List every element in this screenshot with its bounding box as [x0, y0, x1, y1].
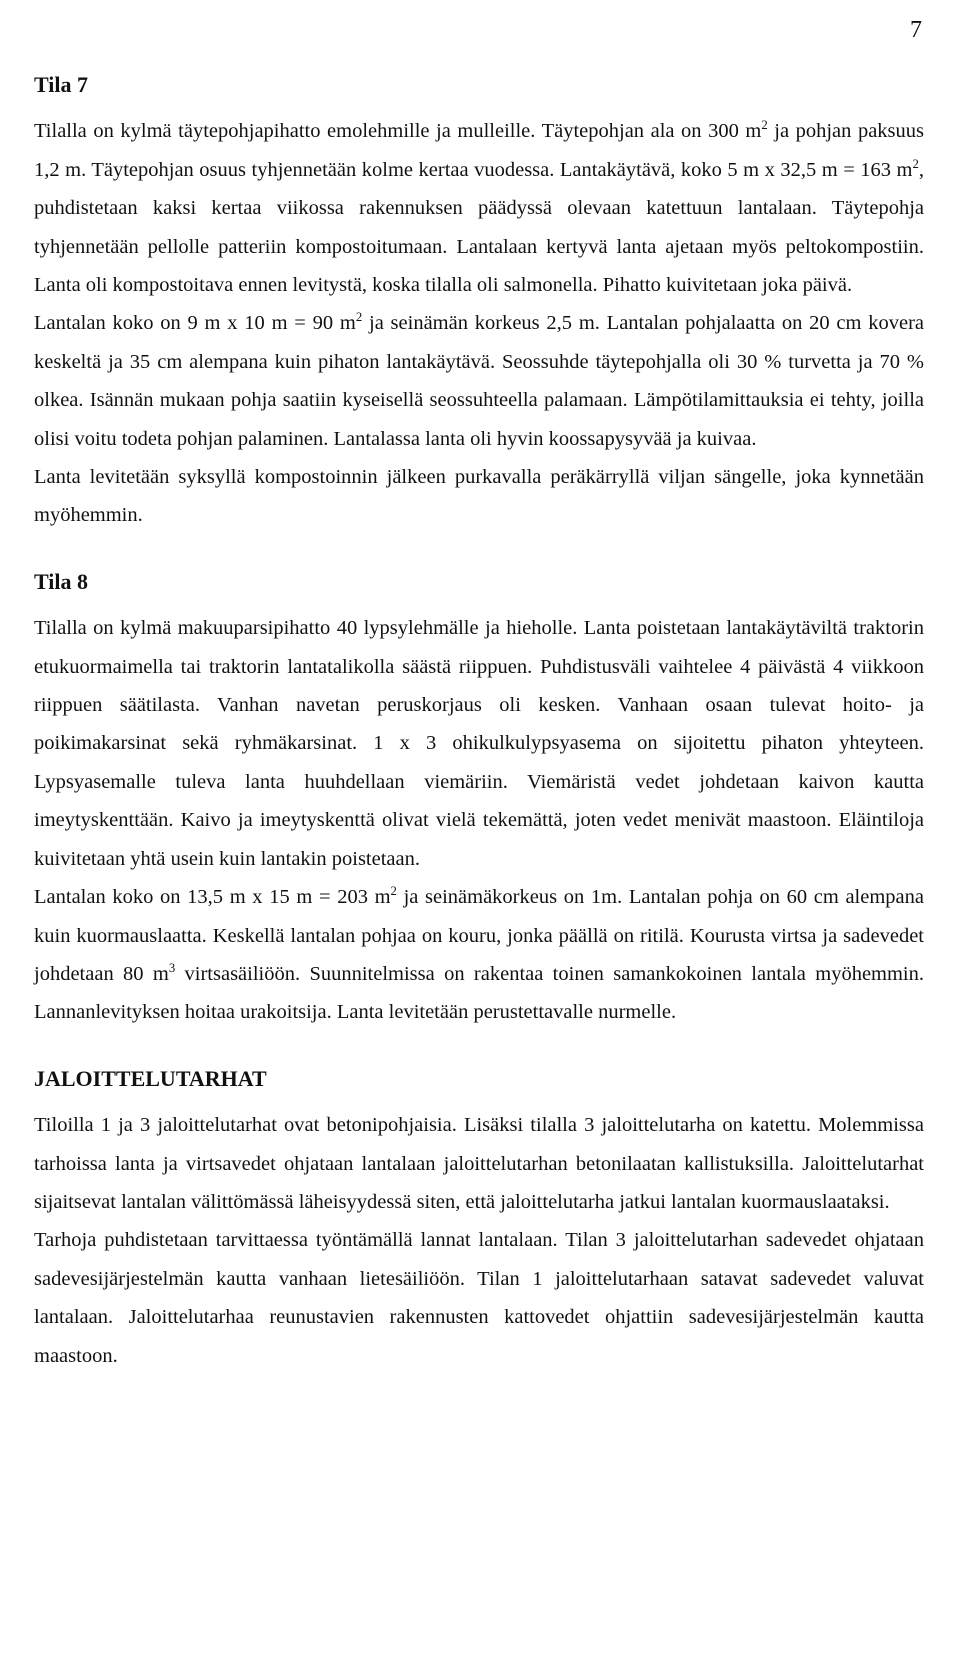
paragraph: Tarhoja puhdistetaan tarvittaessa työntämällä lannat lantalaan. Tilan 3 jaloittelutarhan sadevedet ohjataan sadevesijärjestelmän kautta vanhaan lietesäiliöön. Tilan 1 jaloittelutarhaan satavat sadevedet valuvat lantalaan. Jaloittelutarhaa reunustavien rakennusten kattovedet ohjattiin sadevesijärjestelmän kautta maastoon. [34, 1229, 924, 1367]
page-number: 7 [910, 17, 922, 43]
section-heading: Tila 8 [34, 568, 89, 594]
section-heading: Tila 7 [34, 72, 89, 97]
paragraph: Tilalla on kylmä täytepohjapihatto emolehmille ja mulleille. Täytepohjan ala on 300 $m^2$ ja pohjan paksuus 1,2 m. Täytepohjan osuus tyhjennetään kolme kertaa vuodessa. Lantakäytävä, koko 5 m x 32,5 m = 163 $m^2$, puhdistetaan kaksi kertaa viikossa rakennuksen päädyssä olevaan katettuun lantalaan. Täytepohja tyhjennetään pellolle patteriin kompostoitumaan. Lantalaan kertyvä lanta ajetaan myös peltokompostiin. Lanta oli kompostoitava ennen levitystä, koska tilalla oli salmonella. Pihatto kuivitetaan joka päivä. [34, 118, 924, 297]
document-body [34, 72, 924, 1409]
paragraph: Lanta levitetään syksyllä kompostoinnin jälkeen purkavalla peräkärryllä viljan sängelle, joka kynnetään myöhemmin. [34, 466, 924, 527]
section-tila-7 [34, 72, 924, 535]
paragraph: Lantalan koko on 13,5 m x 15 m = 203 $m^2$ ja seinämäkorkeus on 1m. Lantalan pohja on 60 cm alempana kuin kuormauslaatta. Keskellä lantalan pohjaa on kouru, jonka päällä on ritilä. Kourusta virtsa ja sadevedet johdetaan 80 $m^3$ virtsasäiliöön. Suunnitelmissa on rakentaa toinen samankokoinen lantala myöhemmin. Lannanlevityksen hoitaa urakoitsija. Lanta levitetään perustettavalle nurmelle. [34, 884, 925, 1024]
section-heading: JALOITTELUTARHAT [34, 1065, 267, 1091]
section-jaloittelutarhat [34, 1066, 924, 1375]
section-tila-8 [34, 569, 924, 1032]
paragraph: Tilalla on kylmä makuuparsipihatto 40 lypsylehmälle ja hieholle. Lanta poistetaan lantakäytäviltä traktorin etukuormaimella tai traktorin lantatalikolla säästä riippuen. Puhdistusväli vaihtelee 4 päivästä 4 viikkoon riippuen säätilasta. Vanhan navetan peruskorjaus oli kesken. Vanhaan osaan tulevat hoito- ja poikimakarsinat sekä ryhmäkarsinat. 1 x 3 ohikulkulypsyasema on sijoitettu pihaton yhteyteen. Lypsyasemalle tuleva lanta huuhdellaan viemäriin. Viemäristä vedet johdetaan kaivon kautta imeytyskenttään. Kaivo ja imeytyskenttä olivat vielä tekemättä, joten vedet menivät maastoon. Eläintiloja kuivitetaan yhtä usein kuin lantakin poistetaan. [34, 617, 924, 870]
paragraph: Tiloilla 1 ja 3 jaloittelutarhat ovat betonipohjaisia. Lisäksi tilalla 3 jaloittelutarha on katettu. Molemmissa tarhoissa lanta ja virtsavedet ohjataan lantalaan jaloittelutarhan betonilaatan kallistuksilla. Jaloittelutarhat sijaitsevat lantalan välittömässä läheisyydessä siten, että jaloittelutarha jatkui lantalan kuormauslaataksi. [34, 1114, 924, 1213]
paragraph: Lantalan koko on 9 m x 10 m = 90 $m^2$ ja seinämän korkeus 2,5 m. Lantalan pohjalaatta on 20 cm kovera keskeltä ja 35 cm alempana kuin pihaton lantakäytävä. Seossuhde täytepohjalla oli 30 % turvetta ja 70 % olkea. Isännän mukaan pohja saatiin kyseisellä seossuhteella palamaan. Lämpötilamittauksia ei tehty, joilla olisi voitu todeta pohjan palaminen. Lantalassa lanta oli hyvin koossapysyvää ja kuivaa. [34, 310, 925, 450]
